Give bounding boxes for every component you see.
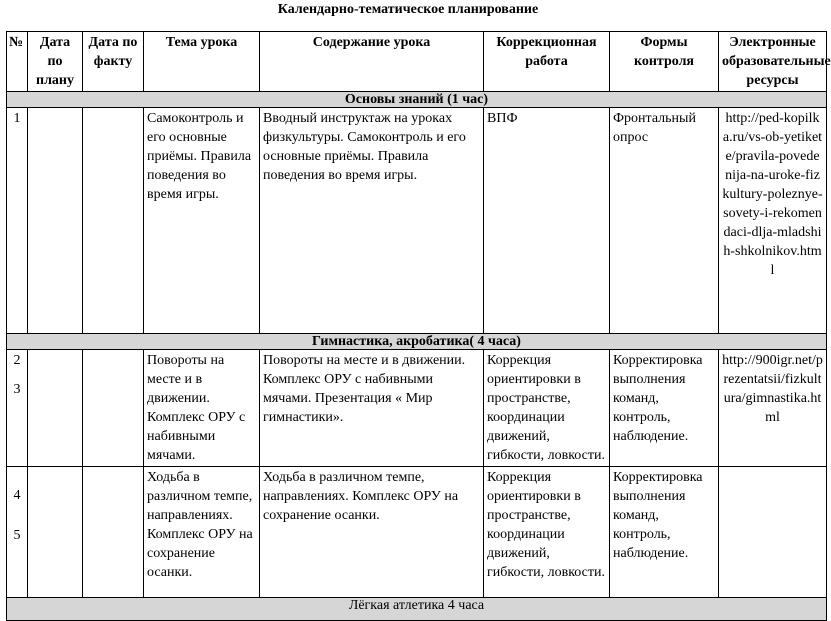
page-title: Календарно-тематическое планирование <box>277 2 539 17</box>
section-row <box>7 334 827 350</box>
section-title: Гимнастика, акробатика( 4 часа) <box>7 334 827 350</box>
table-row <box>7 108 827 334</box>
header-fact-date: Дата по факту <box>83 32 144 92</box>
section-row <box>7 92 827 108</box>
content-cell: Вводный инструктаж на уроках физкультуры. Самоконтроль и его основные приёмы. Правила поведения во время игры. <box>260 108 484 334</box>
header-plan-date: Дата по плану <box>28 32 83 92</box>
section-title: Основы знаний (1 час) <box>7 92 827 108</box>
topic-cell: Ходьба в различном темпе, направлениях. Комплекс ОРУ на сохранение осанки. <box>144 467 260 598</box>
fact-date-cell <box>83 350 144 467</box>
correction-cell: Коррекция ориентировки в пространстве, координации движений, гибкости, ловкости. <box>484 350 610 467</box>
fact-date-cell <box>83 108 144 334</box>
fact-date-cell <box>83 467 144 598</box>
lesson-number: 5 <box>13 528 21 543</box>
header-number: № <box>7 32 28 92</box>
lesson-number-cell <box>7 350 28 467</box>
section-row <box>7 598 827 621</box>
lesson-number-cell <box>7 467 28 598</box>
table-header-row <box>7 32 827 92</box>
header-content: Содержание урока <box>260 32 484 92</box>
control-cell: Корректировка выполнения команд, контроль, наблюдение. <box>610 350 719 467</box>
control-cell: Корректировка выполнения команд, контроль, наблюдение. <box>610 467 719 598</box>
lesson-number: 4 <box>13 488 21 503</box>
topic-cell: Повороты на месте и в движении. Комплекс ОРУ с набивными мячами. <box>144 350 260 467</box>
topic-cell: Самоконтроль и его основные приёмы. Правила поведения во время игры. <box>144 108 260 334</box>
resource-link[interactable]: http://ped-kopilka.ru/vs-ob-yetikete/pravila-povedenija-na-uroke-fizkultury-poleznye-sovety-i-rekomendaci-dlja-mladshih-shkolnikov.html <box>719 108 827 334</box>
header-topic: Тема урока <box>144 32 260 92</box>
table-row <box>7 350 827 467</box>
resource-link[interactable] <box>719 467 827 598</box>
section-title: Лёгкая атлетика 4 часа <box>7 598 827 621</box>
content-cell: Повороты на месте и в движении. Комплекс ОРУ с набивными мячами. Презентация « Мир гимнастики». <box>260 350 484 467</box>
lesson-number-cell <box>7 108 28 334</box>
plan-date-cell <box>28 467 83 598</box>
resource-link[interactable]: http://900igr.net/prezentatsii/fizkultura/gimnastika.html <box>719 350 827 467</box>
content-cell: Ходьба в различном темпе, направлениях. Комплекс ОРУ на сохранение осанки. <box>260 467 484 598</box>
plan-date-cell <box>28 108 83 334</box>
header-correction: Коррекционная работа <box>484 32 610 92</box>
planning-table <box>6 31 831 621</box>
lesson-number: 2 <box>13 353 21 368</box>
control-cell: Фронтальный опрос <box>610 108 719 334</box>
plan-date-cell <box>28 350 83 467</box>
correction-cell: ВПФ <box>484 108 610 334</box>
lesson-number: 3 <box>13 382 21 397</box>
header-resources: Электронные образовательные ресурсы <box>719 32 827 92</box>
lesson-number: 1 <box>13 111 21 126</box>
table-row <box>7 467 827 598</box>
header-control: Формы контроля <box>610 32 719 92</box>
correction-cell: Коррекция ориентировки в пространстве, координации движений, гибкости, ловкости. <box>484 467 610 598</box>
